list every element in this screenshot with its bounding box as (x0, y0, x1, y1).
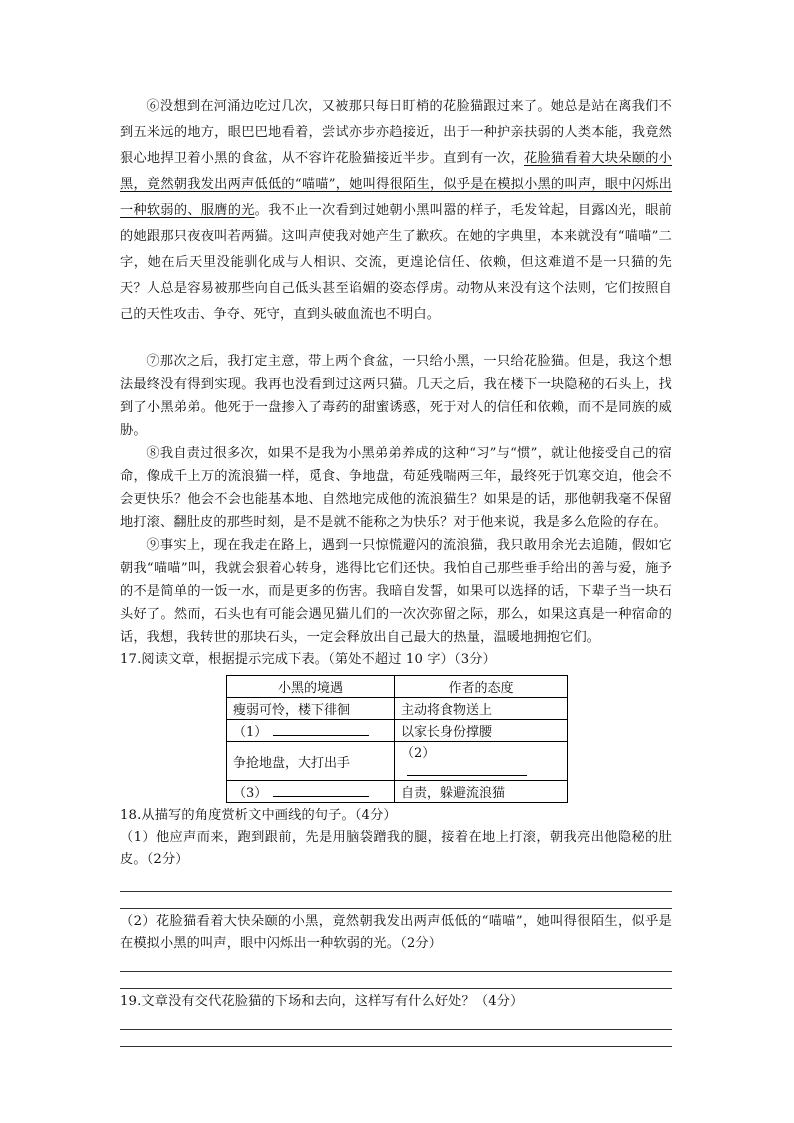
table-cell: 瘦弱可怜，楼下徘徊 (227, 698, 395, 720)
table-row (227, 720, 568, 742)
paragraph-6 (120, 94, 672, 328)
paragraph-7: ⑦那次之后，我打定主意，带上两个食盆，一只给小黑，一只给花脸猫。但是，我这个想法最终没有得到实现。我再也没看到过这两只猫。几天之后，我在楼下一块隐秘的石头上，找到了小黑弟弟。他死于一盘掺入了毒药的甜蜜诱惑，死于对人的信任和依赖，而不是同族的威胁。 (120, 354, 672, 438)
answer-line[interactable] (120, 891, 672, 892)
exam-page (120, 94, 672, 1047)
table-cell: 主动将食物送上 (395, 698, 568, 720)
question-17-prompt: 17.阅读文章，根据提示完成下表。（第处不超过 10 字）（3分） (120, 652, 496, 667)
paragraph-gap (120, 328, 672, 350)
table-row (227, 742, 568, 781)
paragraph-6-text-a: ⑥没想到在河涌边吃过几次，又被那只每日盯梢的花脸猫跟过来了。她总是站在离我们不到五米远的地方，眼巴巴地看着，尝试亦步亦趋接近，出于一种护亲扶弱的人类本能，我竟然狠心地捍卫着小黑的食盆，从不容许花脸猫接近半步。直到有一次， (120, 99, 672, 166)
answer-line[interactable] (120, 1029, 672, 1030)
table-cell-blank-2[interactable] (395, 742, 568, 781)
question-18-prompt: 18.从描写的角度赏析文中画线的句子。（4分） (120, 808, 397, 823)
table-header-cell: 作者的态度 (395, 676, 568, 698)
underlined-sentence: 花脸猫看着大块朵颐的小黑，竟然朝我发出两声低低的“喵喵”，她叫得很陌生，似乎是在模拟小黑的叫声，眼中闪烁出一种软弱的、服膺的光 (120, 151, 673, 218)
table-row (227, 781, 568, 803)
question-19-prompt: 19.文章没有交代花脸猫的下场和去向，这样写有什么好处？（4分） (120, 994, 524, 1009)
answer-blank-2[interactable] (407, 761, 527, 776)
question-17-table (226, 675, 568, 803)
table-cell: 以家长身份撑腰 (395, 720, 568, 742)
question-18-sub-1: （1）他应声而来，跑到跟前，先是用脑袋蹭我的腿，接着在地上打滚，朝我亮出他隐秘的肚皮。（2分） (120, 830, 672, 867)
answer-line[interactable] (120, 908, 672, 909)
table-cell-blank-1[interactable] (227, 720, 395, 742)
table-header-row (227, 676, 568, 698)
question-18-sub-2: （2）花脸猫看着大快朵颐的小黑，竟然朝我发出两声低低的“喵喵”，她叫得很陌生，似乎是在模拟小黑的叫声，眼中闪烁出一种软弱的光。（2分） (120, 914, 672, 951)
paragraph-9: ⑨事实上，现在我走在路上，遇到一只惊慌避闪的流浪猫，我只敢用余光去追随，假如它朝我“喵喵”叫，我就会狠着心转身，逃得比它们还快。我怕自己那些垂手给出的善与爱，施予的不是简单的一饭一水，而是更多的伤害。我暗自发誓，如果可以选择的话，下辈子当一块石头好了。然而，石头也有可能会遇见猫儿们的一次次弥留之际，那么，如果这真是一种宿命的话，我想，我转世的那块石头，一定会释放出自己最大的热量，温暖地拥抱它们。 (120, 538, 672, 645)
blank-label: （3） (233, 786, 268, 801)
blank-label: （1） (233, 725, 268, 740)
answer-blank-3[interactable] (273, 782, 369, 797)
table-cell: 自责，躲避流浪猫 (395, 781, 568, 803)
table-header-cell: 小黑的境遇 (227, 676, 395, 698)
paragraph-8: ⑧我自责过很多次，如果不是我为小黑弟弟养成的这种“习”与“惯”，就让他接受自己的宿命，像成千上万的流浪猫一样，觅食、争地盘，苟延残喘两三年，最终死于饥寒交迫，他会不会更快乐？他会不会也能基本地、自然地完成他的流浪猫生？如果是的话，那他朝我毫不保留地打滚、翻肚皮的那些时刻，是不是就不能称之为快乐？对于他来说，我是多么危险的存在。 (120, 446, 672, 530)
answer-blank-1[interactable] (273, 721, 369, 736)
table-row (227, 698, 568, 720)
answer-line[interactable] (120, 988, 672, 989)
answer-line[interactable] (120, 971, 672, 972)
paragraph-6-text-b: 。我不止一次看到过她朝小黑叫嚣的样子，毛发耸起，目露凶光，眼前的她跟那只夜夜叫若两猫。这叫声使我对她产生了歉疚。在她的字典里，本来就没有“喵喵”二字，她在后天里没能驯化成与人相识、交流，更遑论信任、依赖，但这难道不是一只猫的先天？人总是容易被那些向自己低头甚至谄媚的姿态俘虏。动物从来没有这个法则，它们按照自己的天性攻击、争夺、死守，直到头破血流也不明白。 (120, 203, 672, 322)
table-cell: 争抢地盘，大打出手 (227, 742, 395, 781)
table-cell-blank-3[interactable] (227, 781, 395, 803)
answer-line[interactable] (120, 1046, 672, 1047)
blank-label: （2） (401, 746, 436, 761)
